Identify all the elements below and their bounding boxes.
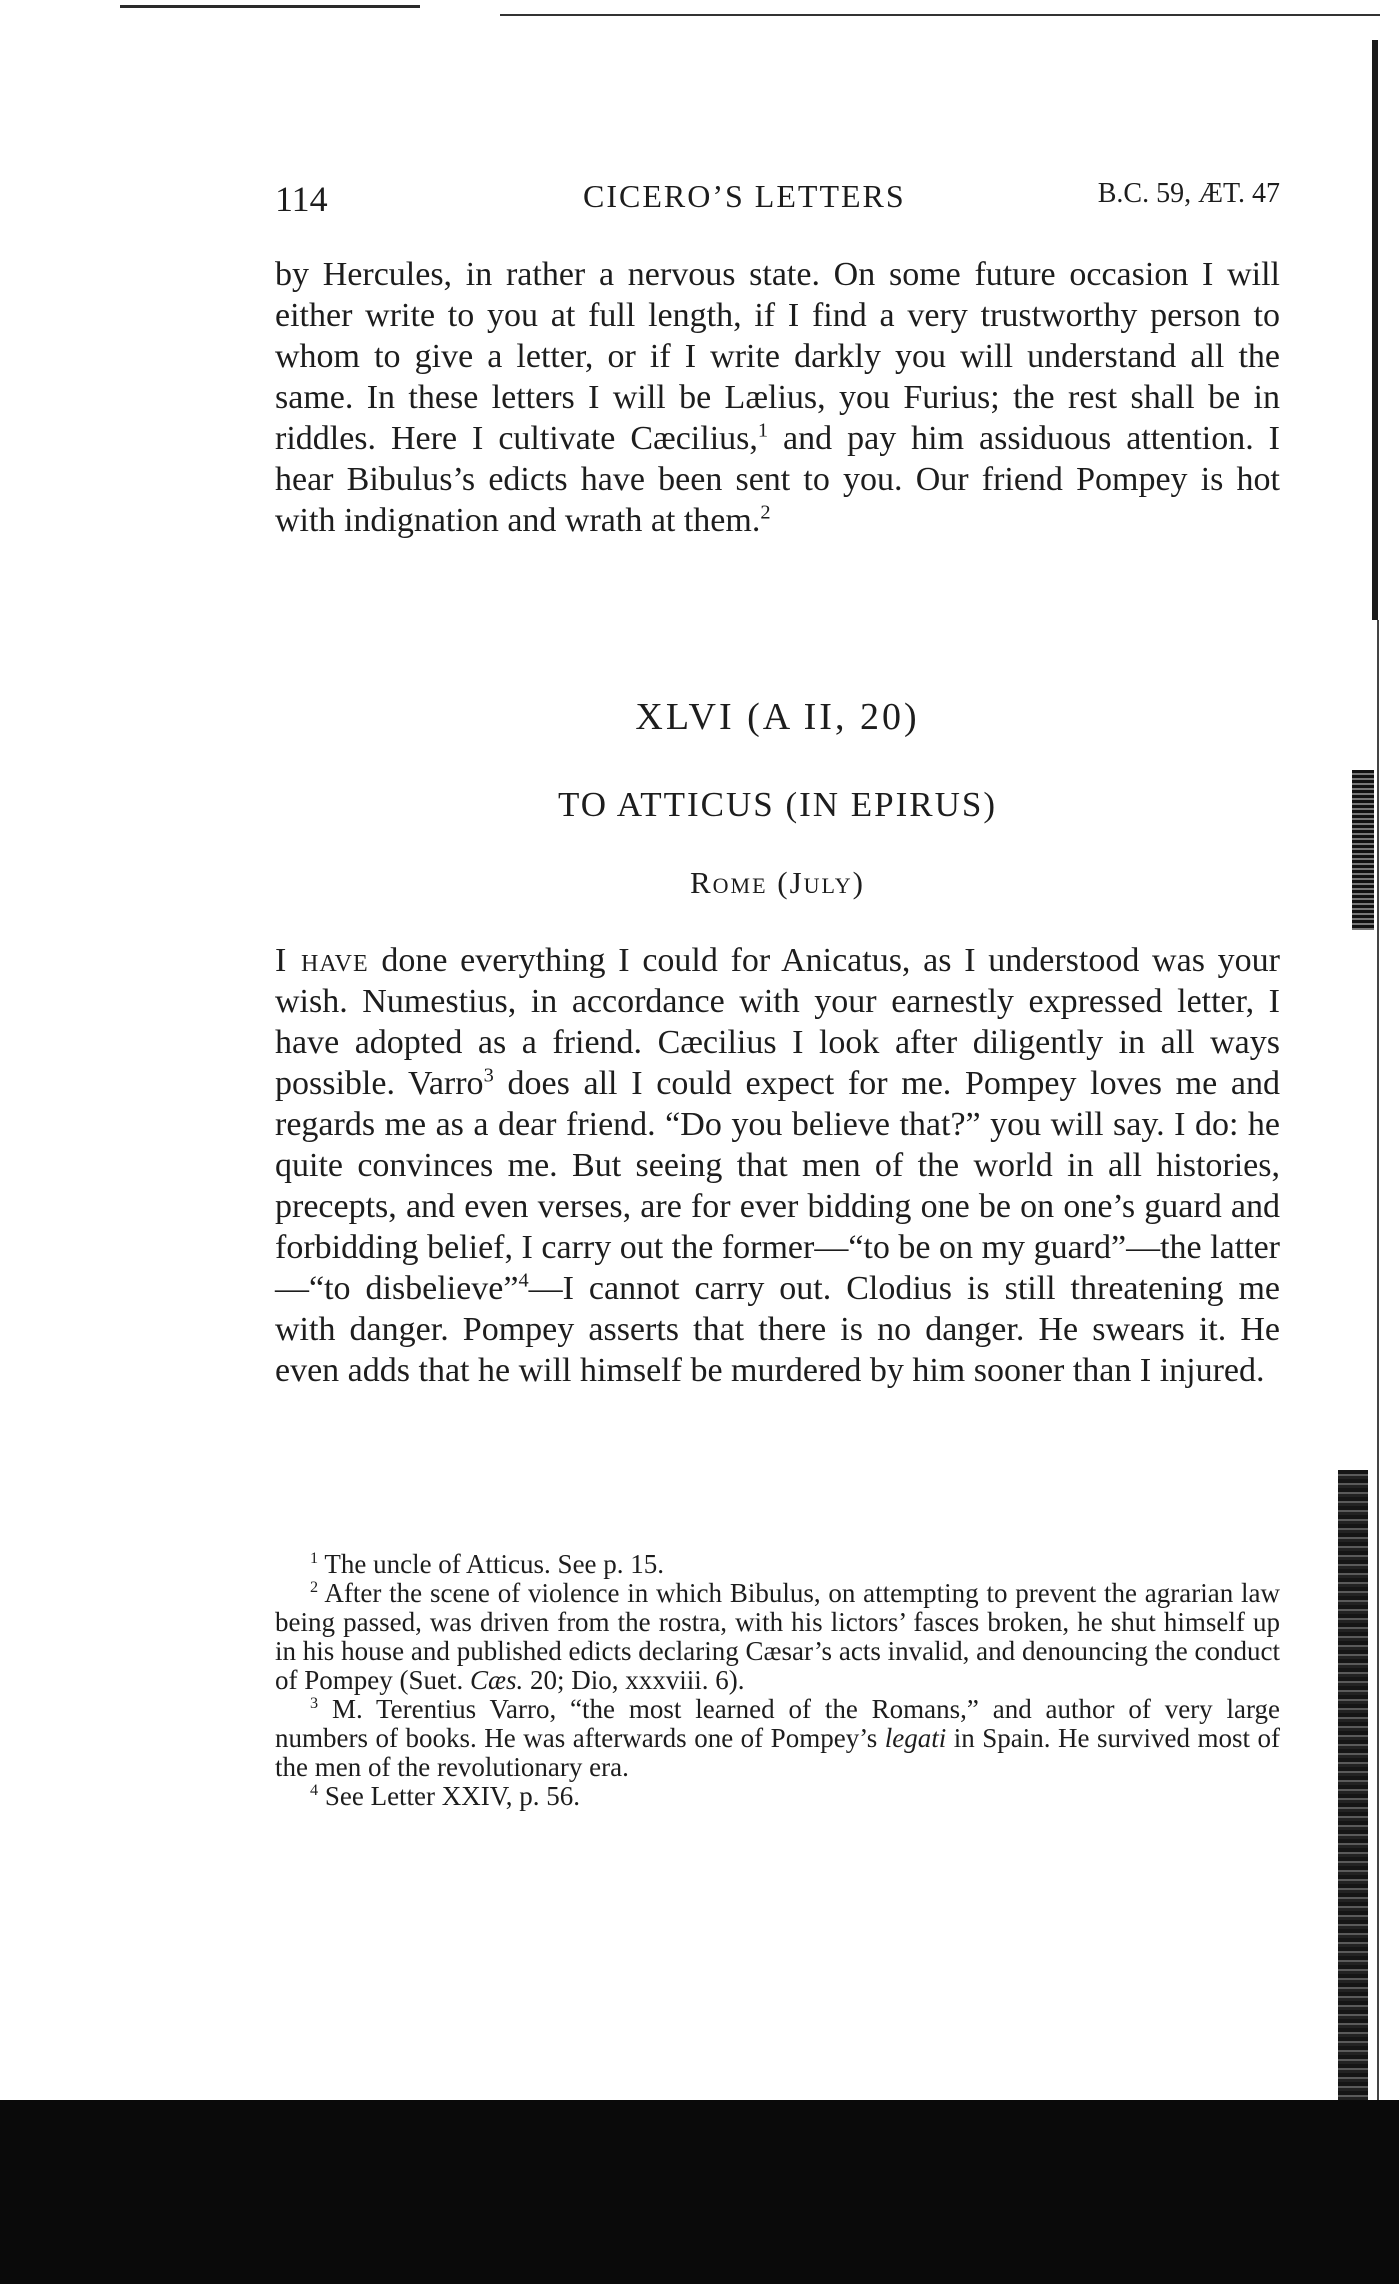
letter-number: XLVI (A II, 20)	[635, 696, 920, 738]
footnote-mark: 3	[310, 1694, 319, 1712]
footnote-3	[275, 1695, 1280, 1782]
footnote-text: 20; Dio, xxxviii. 6).	[523, 1665, 745, 1695]
letter-body	[275, 940, 1280, 1391]
scan-edge-top	[120, 0, 1399, 8]
scan-edge-segment	[120, 5, 420, 8]
footnote-mark: 2	[310, 1578, 319, 1596]
footnote-text: in Spain. He survived most of the men of the revolutionary era.	[275, 1723, 1280, 1782]
footnote-ref: 3	[483, 1064, 494, 1087]
footnote-text: After the scene of violence in which Bibulus, on attempting to prevent the agrarian law being passed, was driven from the rostra, with his lictors’ fasces broken, he shut himself up in his house and published edicts declaring Cæsar’s acts invalid, and denouncing the conduct of Pompey (Suet.	[275, 1578, 1281, 1695]
footnote-text: See Letter XXIV, p. 56.	[324, 1781, 581, 1811]
footnote-ref: 2	[760, 501, 771, 524]
scan-edge-shadow	[1352, 770, 1374, 930]
footnote-text: The uncle of Atticus. See p. 15.	[324, 1549, 665, 1579]
scan-edge-right	[1372, 40, 1378, 620]
lead-words: I have	[275, 942, 369, 979]
paragraph-continued	[275, 254, 1280, 541]
footnote-text: M. Terentius Varro, “the most learned of the Romans,” and author of very large numbers of books. He was afterwards one of Pompey’s	[275, 1694, 1280, 1753]
footnote-2	[275, 1579, 1280, 1695]
scan-edge-bottom	[0, 2100, 1399, 2284]
paragraph-text: does all I could expect for me. Pompey loves me and regards me as a dear friend. “Do you believe that?” you will say. I do: he quite convinces me. But seeing that men of the world in all histories, precepts, and even verses, are for ever bidding one be on one’s guard and forbidding belief, I carry out the former—“to be on my guard”—the latter—“to disbelieve”	[275, 1065, 1280, 1307]
header-date: B.C. 59, ÆT. 47	[1097, 178, 1280, 209]
footnote-ref: 1	[757, 419, 769, 442]
footnotes	[275, 1550, 1280, 1811]
scan-edge-shadow	[1338, 1470, 1368, 2150]
page-number: 114	[275, 179, 328, 219]
scan-edge-segment	[500, 14, 1380, 16]
paragraph-text: done everything I could for Anicatus, as I understood was your wish. Numestius, in accordance with your earnestly expressed letter, I have adopted as a friend. Cæcilius I look after diligently in all ways possible. Varro	[275, 942, 1280, 1102]
scan-edge-right-line	[1377, 620, 1379, 2120]
footnote-4	[275, 1782, 1280, 1811]
footnote-1	[275, 1550, 1280, 1579]
running-header	[275, 178, 1280, 218]
letter-place-date: Rome (July)	[689, 865, 866, 900]
footnote-italic: Cæs.	[470, 1665, 524, 1695]
paragraph-text: and pay him assiduous attention. I hear Bibulus’s edicts have been sent to you. Our friend Pompey is hot with indignation and wrath at them.	[275, 420, 1280, 539]
running-title: CICERO’S LETTERS	[583, 178, 906, 214]
paragraph-text: by Hercules, in rather a nervous state. On some future occasion I will either write to you at full length, if I find a very trustworthy person to whom to give a letter, or if I write darkly you will understand all the same. In these letters I will be Lælius, you Furius; the rest shall be in riddles. Here I cultivate Cæcilius,	[275, 256, 1280, 457]
paragraph-text: —I cannot carry out. Clodius is still threatening me with danger. Pompey asserts that there is no danger. He swears it. He even adds that he will himself be murdered by him sooner than I injured.	[275, 1270, 1280, 1389]
letter-recipient: TO ATTICUS (IN EPIRUS)	[557, 785, 998, 824]
footnote-ref: 4	[518, 1269, 529, 1292]
footnote-mark: 4	[310, 1781, 319, 1799]
footnote-mark: 1	[310, 1549, 319, 1567]
footnote-italic: legati	[884, 1723, 947, 1753]
